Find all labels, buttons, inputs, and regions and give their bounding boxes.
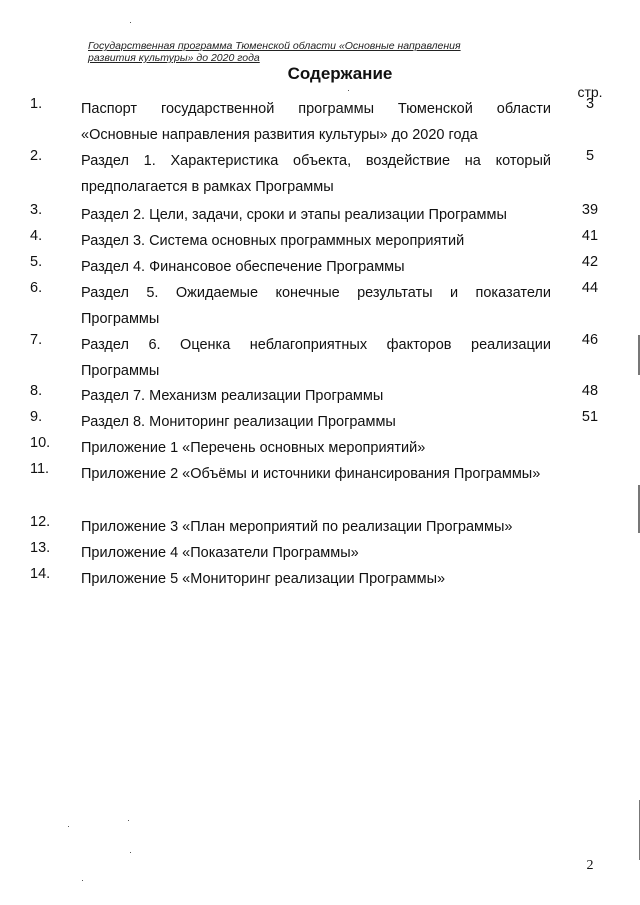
toc-item-text: Раздел 1. Характеристика объекта, воздействие на который предполагается в рамках Программы	[81, 153, 551, 195]
toc-item-number: 6.	[30, 280, 43, 296]
toc-item-text: Раздел 6. Оценка неблагоприятных факторов реализации Программы	[81, 337, 551, 379]
toc-item-number: 12.	[30, 514, 51, 530]
toc-item-text: Приложение 1 «Перечень основных мероприятий»	[81, 440, 426, 456]
scan-speck	[82, 880, 83, 881]
toc-item-text: Приложение 5 «Мониторинг реализации Программы»	[81, 571, 446, 587]
page-title: Содержание	[287, 64, 393, 83]
toc-item-number: 11.	[30, 461, 50, 477]
scan-speck	[130, 22, 131, 23]
toc-item-page: 51	[581, 409, 599, 425]
toc-item-text: Раздел 5. Ожидаемые конечные результаты и показатели Программы	[81, 285, 551, 327]
toc-item-number: 5.	[30, 254, 43, 270]
toc-item-number: 14.	[30, 566, 51, 582]
toc-item-page: 42	[581, 254, 599, 270]
header-line-2: развития культуры» до 2020 года	[88, 52, 260, 64]
header-line-1: Государственная программа Тюменской области «Основные направления	[88, 40, 461, 52]
toc-item-number: 9.	[30, 409, 43, 425]
toc-item-text: Приложение 3 «План мероприятий по реализации Программы»	[81, 519, 513, 535]
toc-item-page: 48	[581, 383, 599, 399]
toc-item-text: Паспорт государственной программы Тюменской области «Основные направления развития культуры» до 2020 года	[81, 101, 551, 143]
page-number: 2	[586, 858, 594, 873]
toc-item-text: Раздел 3. Система основных программных мероприятий	[81, 233, 465, 249]
toc-item-text: Приложение 4 «Показатели Программы»	[81, 545, 359, 561]
toc-item-number: 3.	[30, 202, 43, 218]
scan-speck	[68, 826, 69, 827]
toc-item-text: Раздел 4. Финансовое обеспечение Программы	[81, 259, 405, 275]
toc-item-page: 5	[585, 148, 595, 164]
toc-item-number: 10.	[30, 435, 51, 451]
toc-item-number: 1.	[30, 96, 43, 112]
toc-item-text: Раздел 2. Цели, задачи, сроки и этапы реализации Программы	[81, 207, 507, 223]
document-header	[88, 40, 461, 64]
toc-item-number: 8.	[30, 383, 43, 399]
toc-item-page: 39	[581, 202, 599, 218]
toc-item-text: Приложение 2 «Объёмы и источники финансирования Программы»	[81, 466, 541, 482]
page-column-label: стр.	[577, 84, 603, 100]
toc-item-number: 13.	[30, 540, 51, 556]
toc-item-number: 7.	[30, 332, 43, 348]
toc-item-number: 2.	[30, 148, 43, 164]
toc-item-text: Раздел 7. Механизм реализации Программы	[81, 388, 384, 404]
toc-item-page: 41	[581, 228, 599, 244]
scan-speck	[130, 852, 131, 853]
scan-speck	[128, 820, 129, 821]
toc-item-number: 4.	[30, 228, 43, 244]
scan-speck	[348, 90, 349, 91]
toc-item-text: Раздел 8. Мониторинг реализации Программы	[81, 414, 396, 430]
toc-item-page: 46	[581, 332, 599, 348]
toc-item-page: 44	[581, 280, 599, 296]
toc-item-page: 3	[585, 96, 595, 112]
